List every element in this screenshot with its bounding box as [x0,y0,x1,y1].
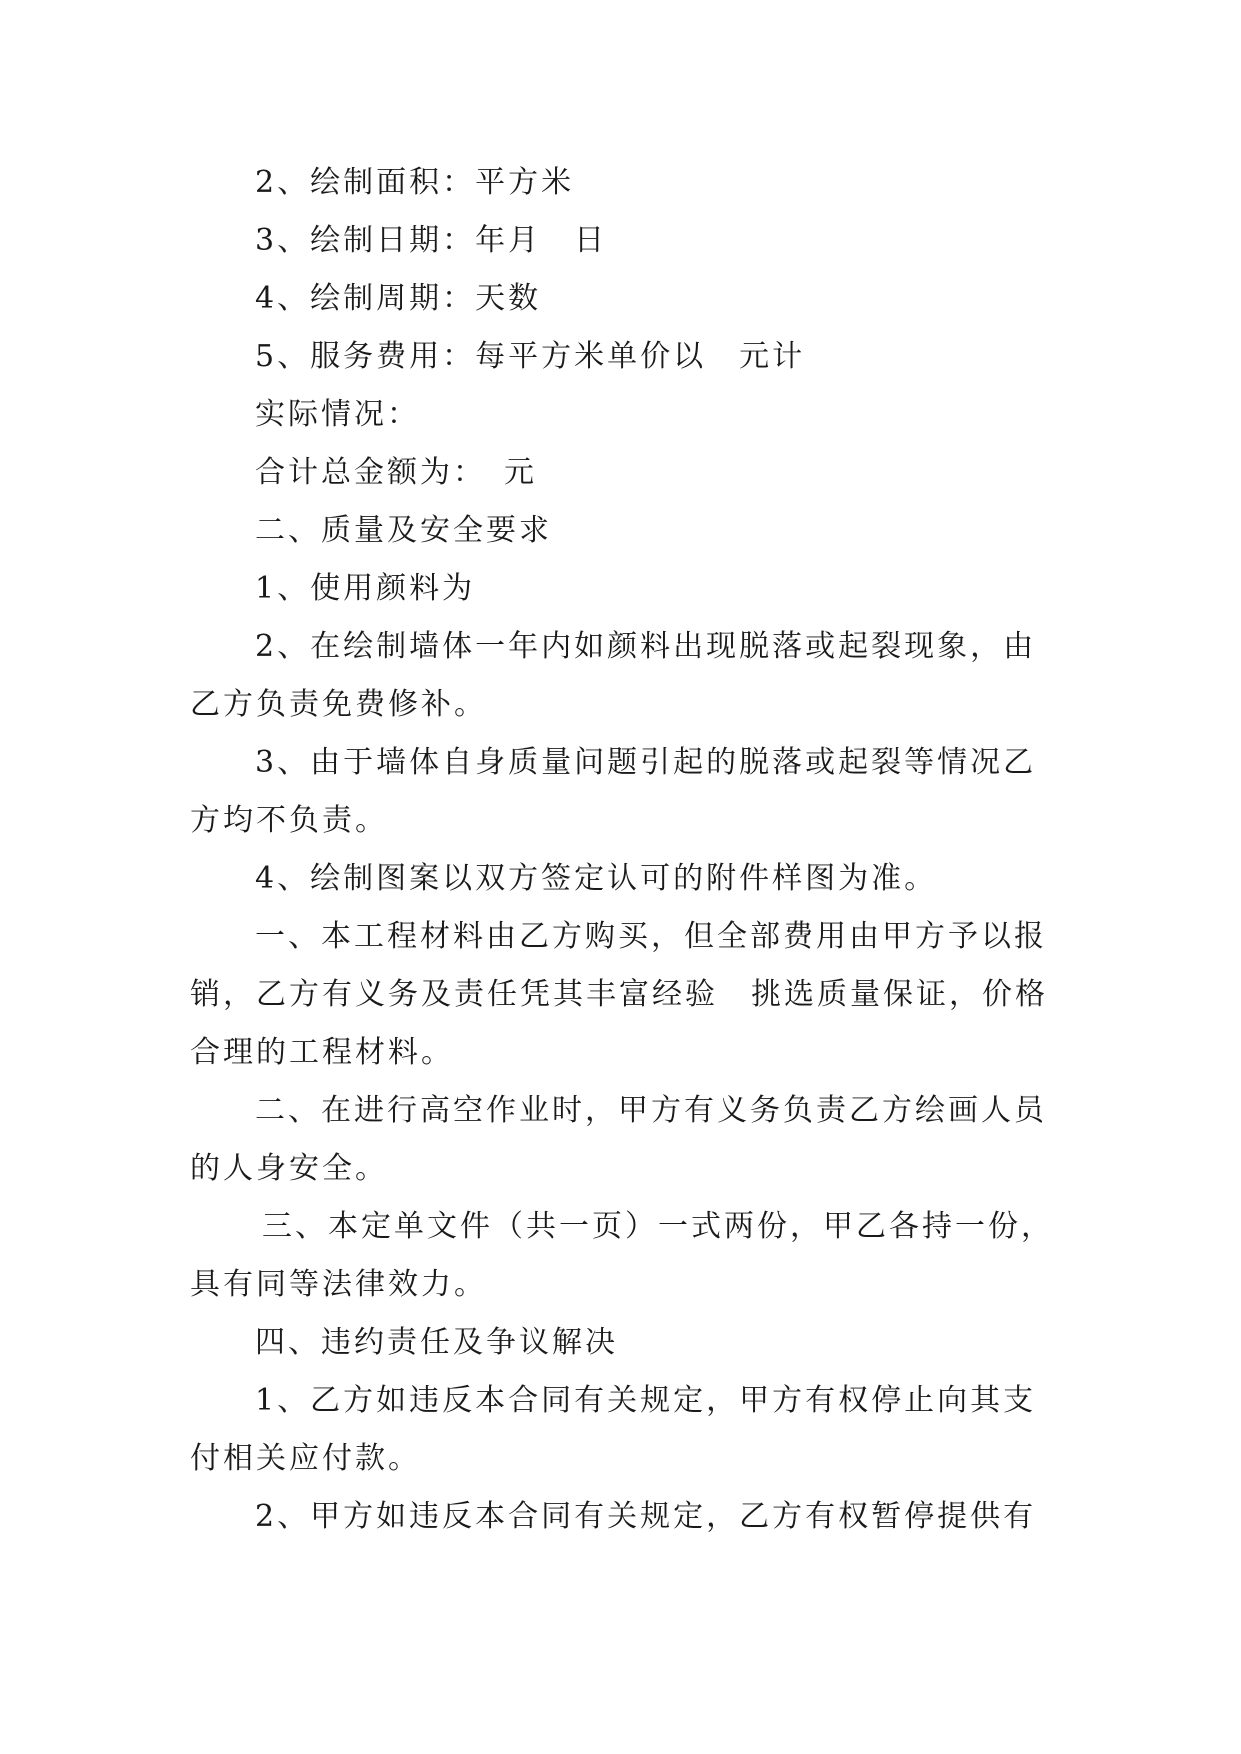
text-line: 实际情况： [255,397,420,432]
text-line: 方均不负责。 [190,803,388,838]
text-line: 合计总金额为： 元 [255,455,537,490]
text-line: 一、本工程材料由乙方购买，但全部费用由甲方予以报 [255,919,1047,954]
text-line: 销，乙方有义务及责任凭其丰富经验 挑选质量保证，价格 [190,977,1048,1012]
section-heading: 二、质量及安全要求 [255,513,552,548]
text-line: 乙方负责免费修补。 [190,687,487,722]
text-line: 三、本定单文件（共一页）一式两份，甲乙各持一份， [262,1209,1054,1244]
text-line: 具有同等法律效力。 [190,1267,487,1302]
text-line: 2、在绘制墙体一年内如颜料出现脱落或起裂现象，由 [255,629,1037,664]
text-line: 合理的工程材料。 [190,1035,454,1070]
section-heading: 四、违约责任及争议解决 [255,1325,618,1360]
text-line: 1、使用颜料为 [255,571,476,606]
text-line: 2、绘制面积：平方米 [255,165,575,200]
text-line: 2、甲方如违反本合同有关规定，乙方有权暂停提供有 [255,1499,1037,1534]
text-line: 4、绘制图案以双方签定认可的附件样图为准。 [255,861,938,896]
text-line: 3、绘制日期：年月 日 [255,223,608,258]
text-line: 5、服务费用：每平方米单价以 元计 [255,339,806,374]
text-line: 1、乙方如违反本合同有关规定，甲方有权停止向其支 [255,1383,1037,1418]
text-line: 3、由于墙体自身质量问题引起的脱落或起裂等情况乙 [255,745,1037,780]
text-line: 二、在进行高空作业时，甲方有义务负责乙方绘画人员 [255,1093,1047,1128]
text-line: 4、绘制周期：天数 [255,281,542,316]
text-line: 的人身安全。 [190,1151,388,1186]
text-line: 付相关应付款。 [190,1441,421,1476]
